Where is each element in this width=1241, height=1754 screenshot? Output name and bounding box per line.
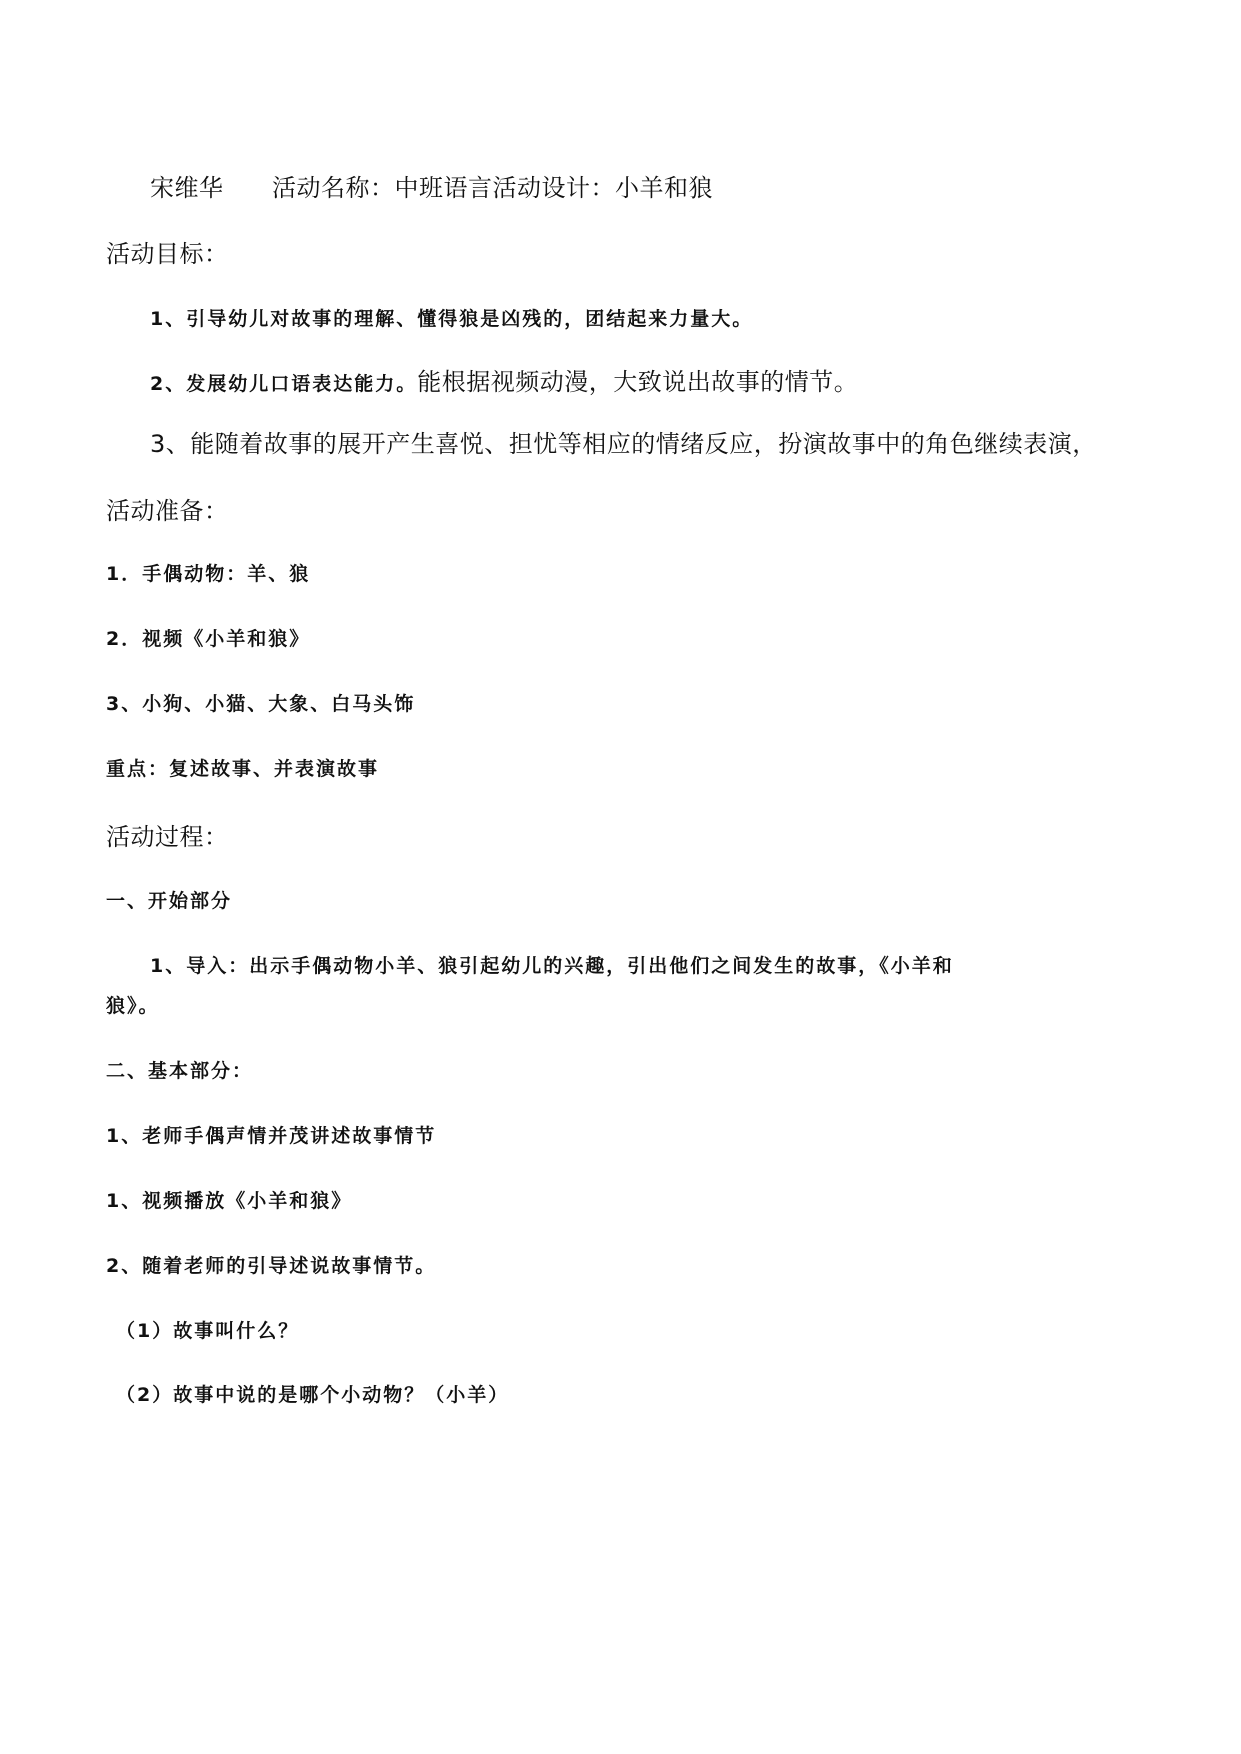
goal-item-part: 能根据视频动漫，大致说出故事的情节。 bbox=[417, 368, 859, 396]
goal-item-part: 2、发展幼儿口语表达能力。 bbox=[150, 373, 418, 395]
goal-item bbox=[150, 370, 858, 394]
part2-title: 二、基本部分： bbox=[106, 1060, 254, 1082]
process-heading: 活动过程： bbox=[106, 823, 229, 851]
goals-heading: 活动目标： bbox=[106, 240, 229, 268]
question-item: （1）故事叫什么？ bbox=[116, 1320, 300, 1342]
part2-item: 1、老师手偶声情并茂讲述故事情节 bbox=[106, 1125, 437, 1147]
focus-text: 重点：复述故事、并表演故事 bbox=[106, 758, 380, 780]
part2-item: 1、视频播放《小羊和狼》 bbox=[106, 1190, 353, 1212]
preparation-item: 1．手偶动物：羊、狼 bbox=[106, 563, 311, 585]
part1-title: 一、开始部分 bbox=[106, 890, 233, 912]
question-item: （2）故事中说的是哪个小动物？（小羊） bbox=[116, 1384, 510, 1406]
activity-title: 活动名称：中班语言活动设计：小羊和狼 bbox=[272, 174, 713, 202]
goal-item: 3、能随着故事的展开产生喜悦、担忧等相应的情绪反应，扮演故事中的角色继续表演， bbox=[150, 430, 1097, 458]
preparation-item: 3、小狗、小猫、大象、白马头饰 bbox=[106, 693, 416, 715]
part2-item: 2、随着老师的引导述说故事情节。 bbox=[106, 1255, 437, 1277]
part1-intro-continued: 狼》。 bbox=[106, 995, 160, 1017]
part1-intro: 1、导入：出示手偶动物小羊、狼引起幼儿的兴趣，引出他们之间发生的故事，《小羊和 bbox=[150, 955, 954, 977]
goal-item: 1、引导幼儿对故事的理解、懂得狼是凶残的，团结起来力量大。 bbox=[150, 308, 754, 330]
author-name: 宋维华 bbox=[150, 174, 224, 202]
preparation-item: 2．视频《小羊和狼》 bbox=[106, 628, 311, 650]
preparation-heading: 活动准备： bbox=[106, 497, 229, 525]
